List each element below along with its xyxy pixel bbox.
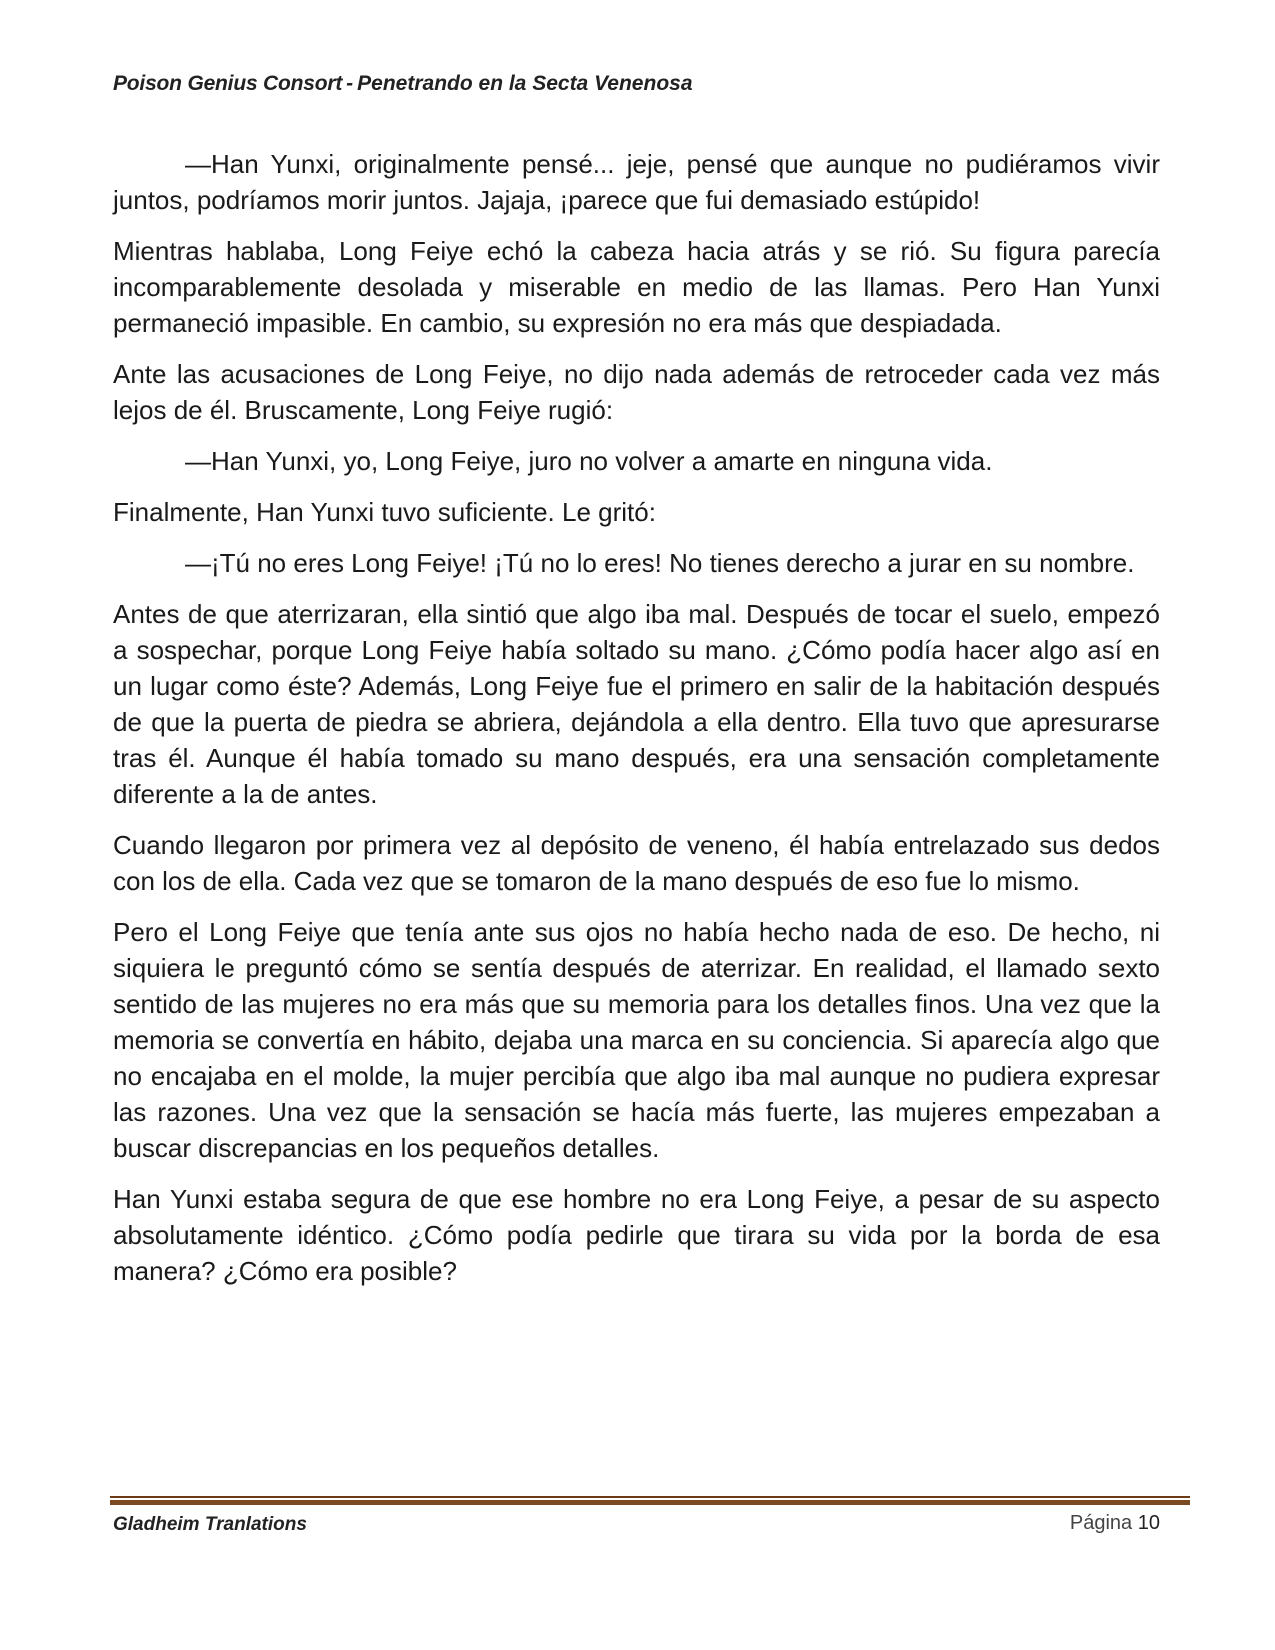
- page-number: [1070, 1512, 1160, 1535]
- series-title: Poison Genius Consort: [113, 72, 343, 95]
- paragraph: Cuando llegaron por primera vez al depósito de veneno, él había entrelazado sus dedos con los de ella. Cada vez que se tomaron de la mano después de eso fue lo mismo.: [113, 830, 1160, 896]
- chapter-title: Penetrando en la Secta Venenosa: [357, 72, 693, 95]
- page-number-value: 10: [1137, 1512, 1160, 1534]
- paragraph: Han Yunxi estaba segura de que ese hombre no era Long Feiye, a pesar de su aspecto absolutamente idéntico. ¿Cómo podía pedirle que tirara su vida por la borda de esa manera? ¿Cómo era posible?: [113, 1184, 1160, 1286]
- paragraph: Finalmente, Han Yunxi tuvo suficiente. Le gritó:: [113, 497, 656, 527]
- paragraph-dialogue: —Han Yunxi, yo, Long Feiye, juro no volver a amarte en ninguna vida.: [185, 446, 993, 476]
- paragraph: Ante las acusaciones de Long Feiye, no dijo nada además de retroceder cada vez más lejos de él. Bruscamente, Long Feiye rugió:: [113, 359, 1160, 425]
- header-separator: -: [346, 72, 354, 95]
- page-label: Página: [1069, 1512, 1133, 1534]
- paragraph: Mientras hablaba, Long Feiye echó la cabeza hacia atrás y se rió. Su figura parecía incomparablemente desolada y miserable en medio de las llamas. Pero Han Yunxi permaneció impasible. En cambio, su expresión no era más que despiadada.: [113, 236, 1160, 338]
- page-header: [113, 72, 693, 96]
- paragraph-dialogue: —¡Tú no eres Long Feiye! ¡Tú no lo eres! No tienes derecho a jurar en su nombre.: [185, 548, 1135, 578]
- publisher-name: Gladheim Tranlations: [113, 1514, 307, 1535]
- body-text: [113, 146, 1160, 1304]
- footer-divider: [110, 1496, 1190, 1506]
- paragraph: Antes de que aterrizaran, ella sintió que algo iba mal. Después de tocar el suelo, empezó a sospechar, porque Long Feiye había soltado su mano. ¿Cómo podía hacer algo así en un lugar como éste? Además, Long Feiye fue el primero en salir de la habitación después de que la puerta de piedra se abriera, dejándola a ella dentro. Ella tuvo que apresurarse tras él. Aunque él había tomado su mano después, era una sensación completamente diferente a la de antes.: [113, 599, 1160, 809]
- paragraph: Pero el Long Feiye que tenía ante sus ojos no había hecho nada de eso. De hecho, ni siquiera le preguntó cómo se sentía después de aterrizar. En realidad, el llamado sexto sentido de las mujeres no era más que su memoria para los detalles finos. Una vez que la memoria se convertía en hábito, dejaba una marca en su conciencia. Si aparecía algo que no encajaba en el molde, la mujer percibía que algo iba mal aunque no pudiera expresar las razones. Una vez que la sensación se hacía más fuerte, las mujeres empezaban a buscar discrepancias en los pequeños detalles.: [113, 917, 1160, 1163]
- paragraph-dialogue: —Han Yunxi, originalmente pensé... jeje, pensé que aunque no pudiéramos vivir juntos, podríamos morir juntos. Jajaja, ¡parece que fui demasiado estúpido!: [113, 149, 1160, 215]
